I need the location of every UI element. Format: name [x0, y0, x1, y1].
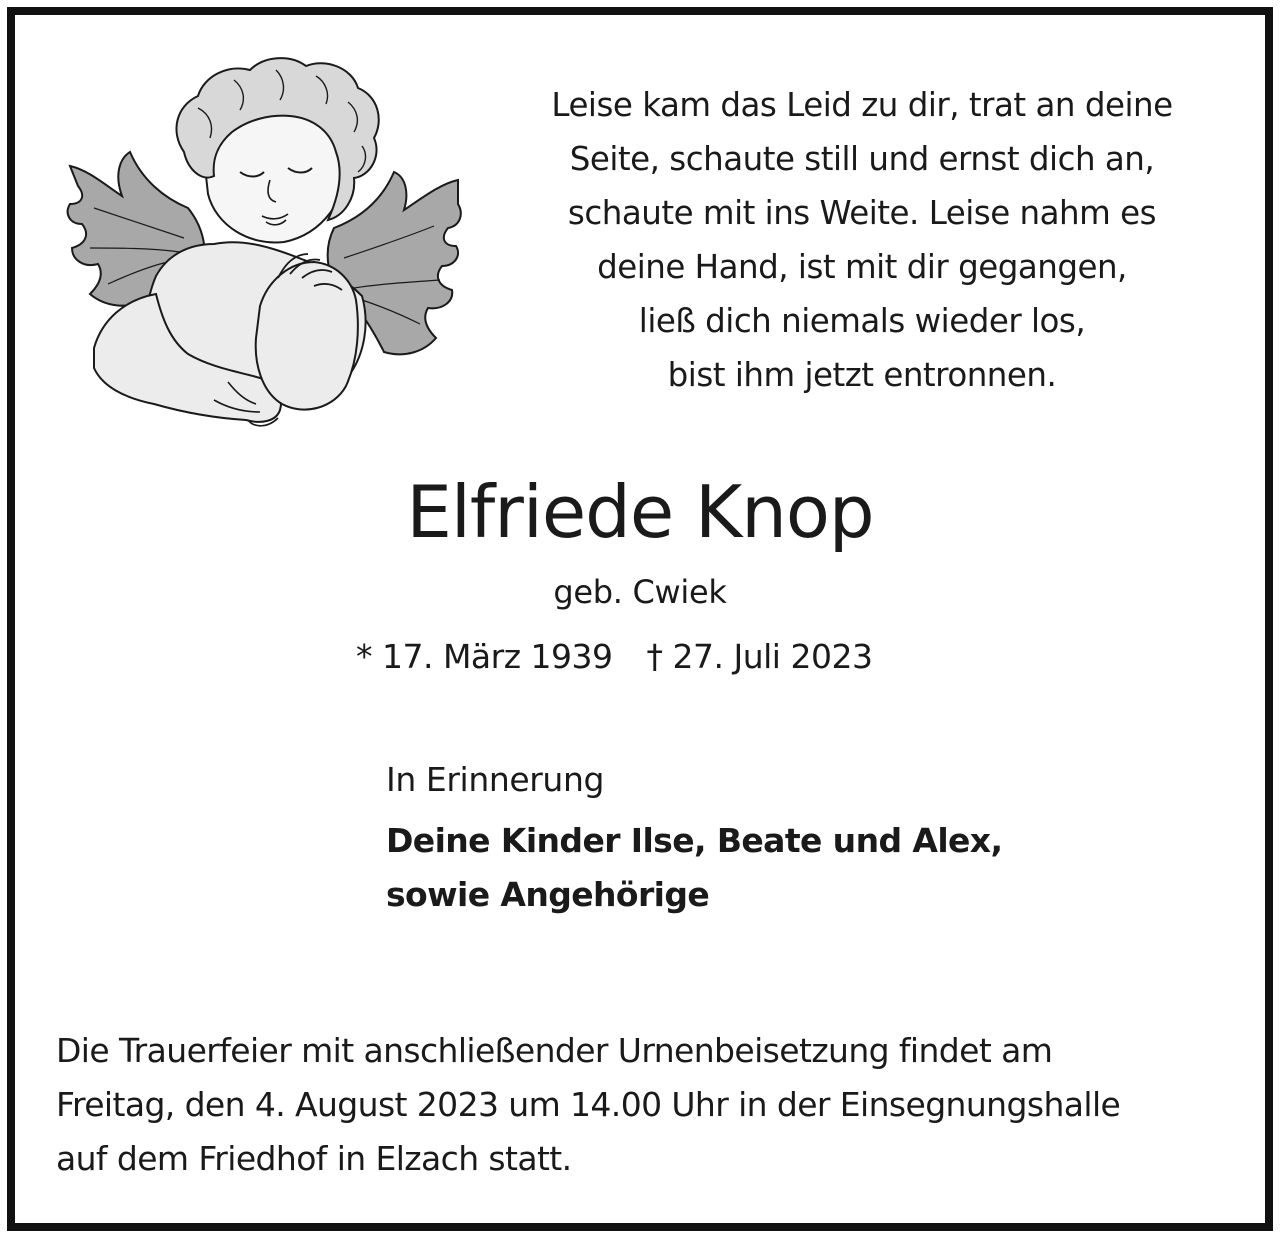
mourners-list: [386, 814, 1002, 922]
poem-line: Leise kam das Leid zu dir, trat an deine: [551, 86, 1173, 124]
poem-line: bist ihm jetzt entronnen.: [667, 356, 1057, 394]
deceased-name: Elfriede Knop: [406, 470, 874, 554]
life-dates: [356, 634, 872, 680]
birth-name: geb. Cwiek: [553, 573, 727, 611]
mourners-line: sowie Angehörige: [386, 875, 710, 914]
funeral-line: Freitag, den 4. August 2023 um 14.00 Uhr in der Einsegnungshalle: [56, 1085, 1121, 1124]
funeral-line: auf dem Friedhof in Elzach statt.: [56, 1139, 572, 1178]
mourners-line: Deine Kinder Ilse, Beate und Alex,: [386, 821, 1003, 860]
funeral-notice: [56, 1024, 1256, 1186]
poem-line: schaute mit ins Weite. Leise nahm es: [567, 194, 1157, 232]
poem-line: deine Hand, ist mit dir gegangen,: [597, 248, 1127, 286]
poem: [502, 78, 1222, 402]
right-arm: [256, 262, 358, 410]
birth-date: * 17. März 1939: [356, 637, 613, 676]
cherub-angel-icon: [64, 48, 468, 432]
poem-line: ließ dich niemals wieder los,: [638, 302, 1086, 340]
memory-intro: In Erinnerung: [386, 760, 605, 799]
funeral-line: Die Trauerfeier mit anschließender Urnenbeisetzung findet am: [56, 1031, 1053, 1070]
poem-line: Seite, schaute still und ernst dich an,: [569, 140, 1155, 178]
death-date: † 27. Juli 2023: [646, 637, 873, 676]
